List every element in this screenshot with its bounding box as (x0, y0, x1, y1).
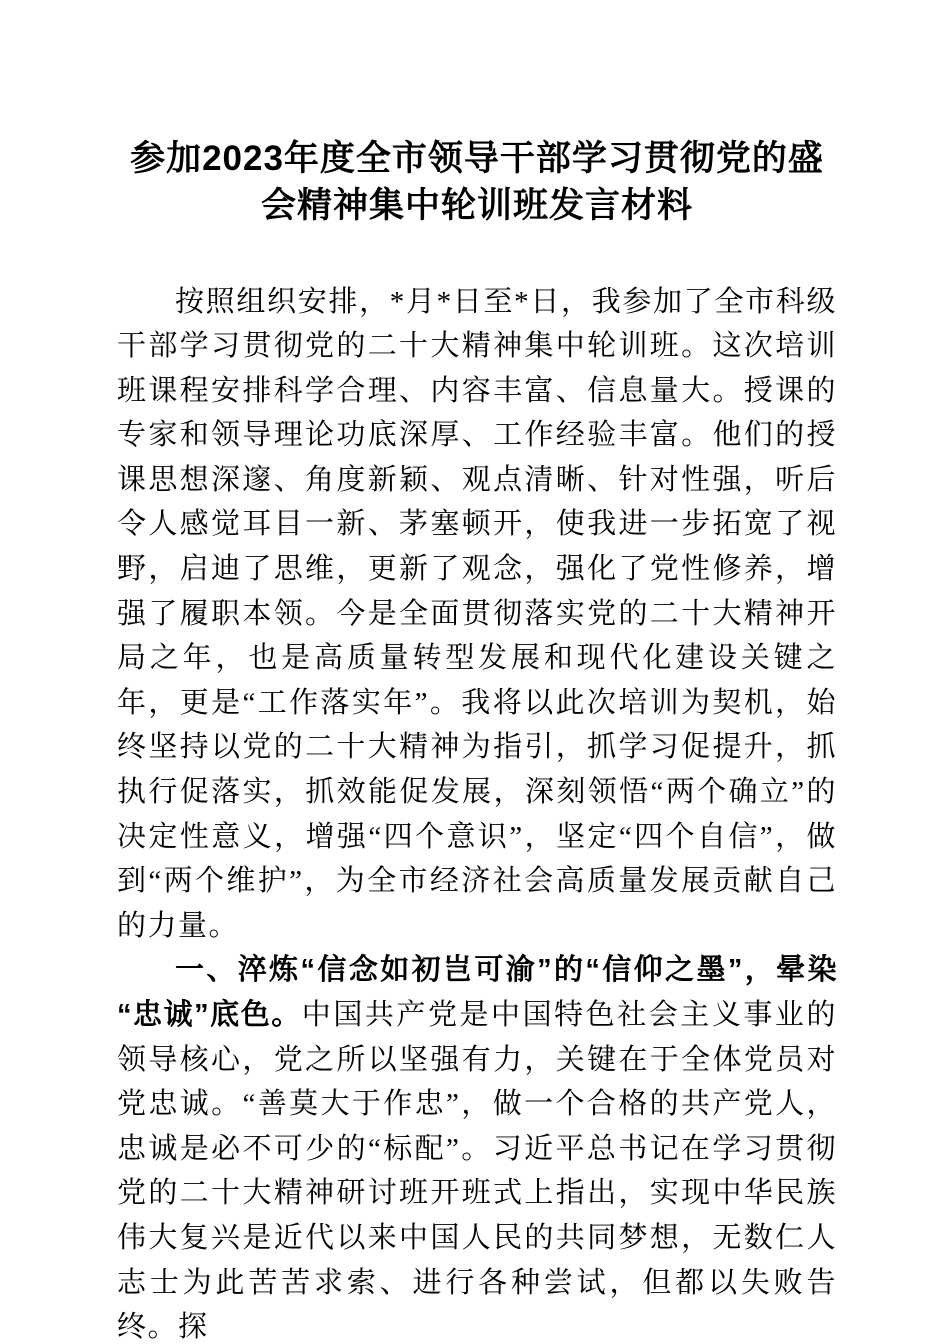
paragraph-2 (117, 948, 837, 1344)
paragraph-2-body: 中国共产党是中国特色社会主义事业的领导核心，党之所以坚强有力，关键在于全体党员对党忠诚。“善莫大于作忠”，做一个合格的共产党人，忠诚是必不可少的“标配”。习近平总书记在学习贯彻党的二十大精神研讨班开班式上指出，实现中华民族伟大复兴是近代以来中国人民的共同梦想，无数仁人志士为此苦苦求索、进行各种尝试，但都以失败告终。探 (117, 999, 837, 1344)
paragraph-2-heading: 一、淬炼“信念如初岂可渝”的“信仰之墨”，晕染“忠诚”底色。 (117, 954, 837, 1031)
document-title: 参加2023年度全市领导干部学习贯彻党的盛会精神集中轮训班发言材料 (130, 139, 824, 226)
paragraph-1: 按照组织安排，*月*日至*日，我参加了全市科级干部学习贯彻党的二十大精神集中轮训班。这次培训班课程安排科学合理、内容丰富、信息量大。授课的专家和领导理论功底深厚、工作经验丰富。他们的授课思想深邃、角度新颖、观点清晰、针对性强，听后令人感觉耳目一新、茅塞顿开，使我进一步拓宽了视野，启迪了思维，更新了观念，强化了党性修养，增强了履职本领。今是全面贯彻落实党的二十大精神开局之年，也是高质量转型发展和现代化建设关键之年，更是“工作落实年”。我将以此次培训为契机，始终坚持以党的二十大精神为指引，抓学习促提升，抓执行促落实，抓效能促发展，深刻领悟“两个确立”的决定性意义，增强“四个意识”，坚定“四个自信”，做到“两个维护”，为全市经济社会高质量发展贡献自己的力量。 (117, 285, 837, 942)
document-body (117, 280, 837, 1344)
